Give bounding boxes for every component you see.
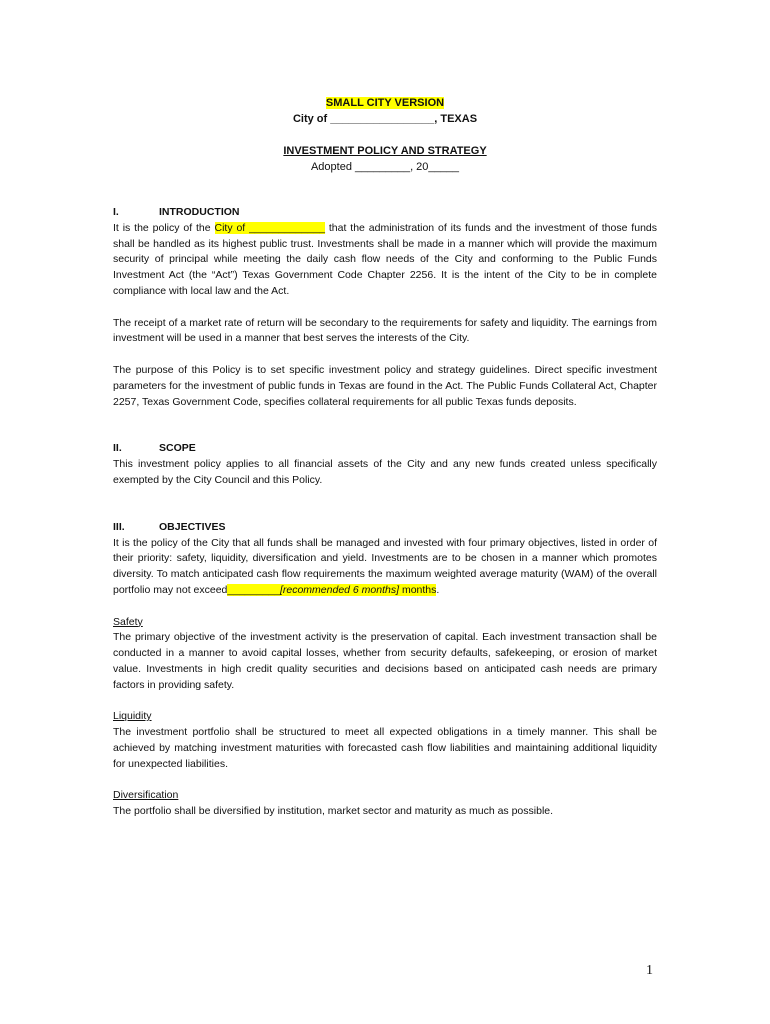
section-title: INTRODUCTION bbox=[159, 206, 240, 218]
section-number: III. bbox=[113, 520, 125, 533]
section-title: SCOPE bbox=[159, 442, 196, 455]
section-title: OBJECTIVES bbox=[159, 520, 226, 533]
version-label: SMALL CITY VERSION bbox=[325, 97, 445, 109]
section-number: I. bbox=[113, 206, 119, 218]
safety-heading: Safety bbox=[113, 615, 143, 628]
intro-paragraph-2: The receipt of a market rate of return will be secondary to the requirements for safety and liquidity. The earnings from investment will be used in a manner that best serves the interests of the City. bbox=[113, 316, 657, 345]
diversification-heading: Diversification bbox=[113, 789, 179, 802]
city-blank-highlight: City of _____________ bbox=[214, 221, 326, 234]
scope-paragraph: This investment policy applies to all financial assets of the City and any new funds created unless specifically exempted by the City Council and this Policy. bbox=[113, 458, 657, 486]
document-header bbox=[0, 95, 770, 175]
intro-paragraph-3: The purpose of this Policy is to set specific investment policy and strategy guidelines. Direct specific investment parameters for the investment of public funds in Texas are found in the Act. The Public Funds Collateral Act, Chapter 2257, Texas Government Code, specifies collateral requirements for all public Texas funds deposits. bbox=[113, 363, 657, 408]
page-number: 1 bbox=[646, 963, 653, 978]
adopted-line: Adopted _________, 20_____ bbox=[310, 161, 460, 173]
section-scope-heading bbox=[113, 441, 657, 457]
city-line: City of _________________, TEXAS bbox=[292, 113, 478, 125]
section-introduction-heading bbox=[113, 205, 657, 221]
objectives-paragraph: It is the policy of the City that all funds shall be managed and invested with four primary objectives, listed in order of their priority: safety, liquidity, diversification and yield. Investments are to be chosen in a manner which promotes diversity. To match anticipated cash flow requirements the maximum weighted average maturity (WAM) of the overall portfolio may not exceed_________[recommended 6 months] months. bbox=[113, 536, 657, 596]
section-number: II. bbox=[113, 442, 122, 455]
diversification-paragraph: The portfolio shall be diversified by institution, market sector and maturity as much as possible. bbox=[113, 805, 554, 818]
intro-paragraph-1: It is the policy of the City of _____________ that the administration of its funds and the investment of those funds shall be handled as its highest public trust. Investments shall be made in a manner which will provide the maximum security of principal while meeting the daily cash flow needs of the City and conforming to the Public Funds Investment Act (the “Act”) Texas Government Code Chapter 2256. It is the intent of the City to be in complete compliance with local law and the Act. bbox=[113, 221, 657, 297]
section-objectives-heading bbox=[113, 520, 657, 536]
wam-highlight: _________[recommended 6 months] months bbox=[227, 583, 437, 596]
safety-paragraph: The primary objective of the investment activity is the preservation of capital. Each investment transaction shall be conducted in a manner to avoid capital losses, whether from security defaults, safekeeping, or erosion of market value. Investments in high credit quality securities and decisions based on anticipated cash needs are primary factors in providing safety. bbox=[113, 631, 657, 691]
liquidity-paragraph: The investment portfolio shall be structured to meet all expected obligations in a timely manner. This shall be achieved by matching investment maturities with forecasted cash flow liabilities and maintaining additional liquidity for unexpected liabilities. bbox=[113, 726, 657, 770]
document-body bbox=[113, 205, 657, 820]
liquidity-heading: Liquidity bbox=[113, 710, 152, 723]
document-title: INVESTMENT POLICY AND STRATEGY bbox=[283, 145, 487, 157]
